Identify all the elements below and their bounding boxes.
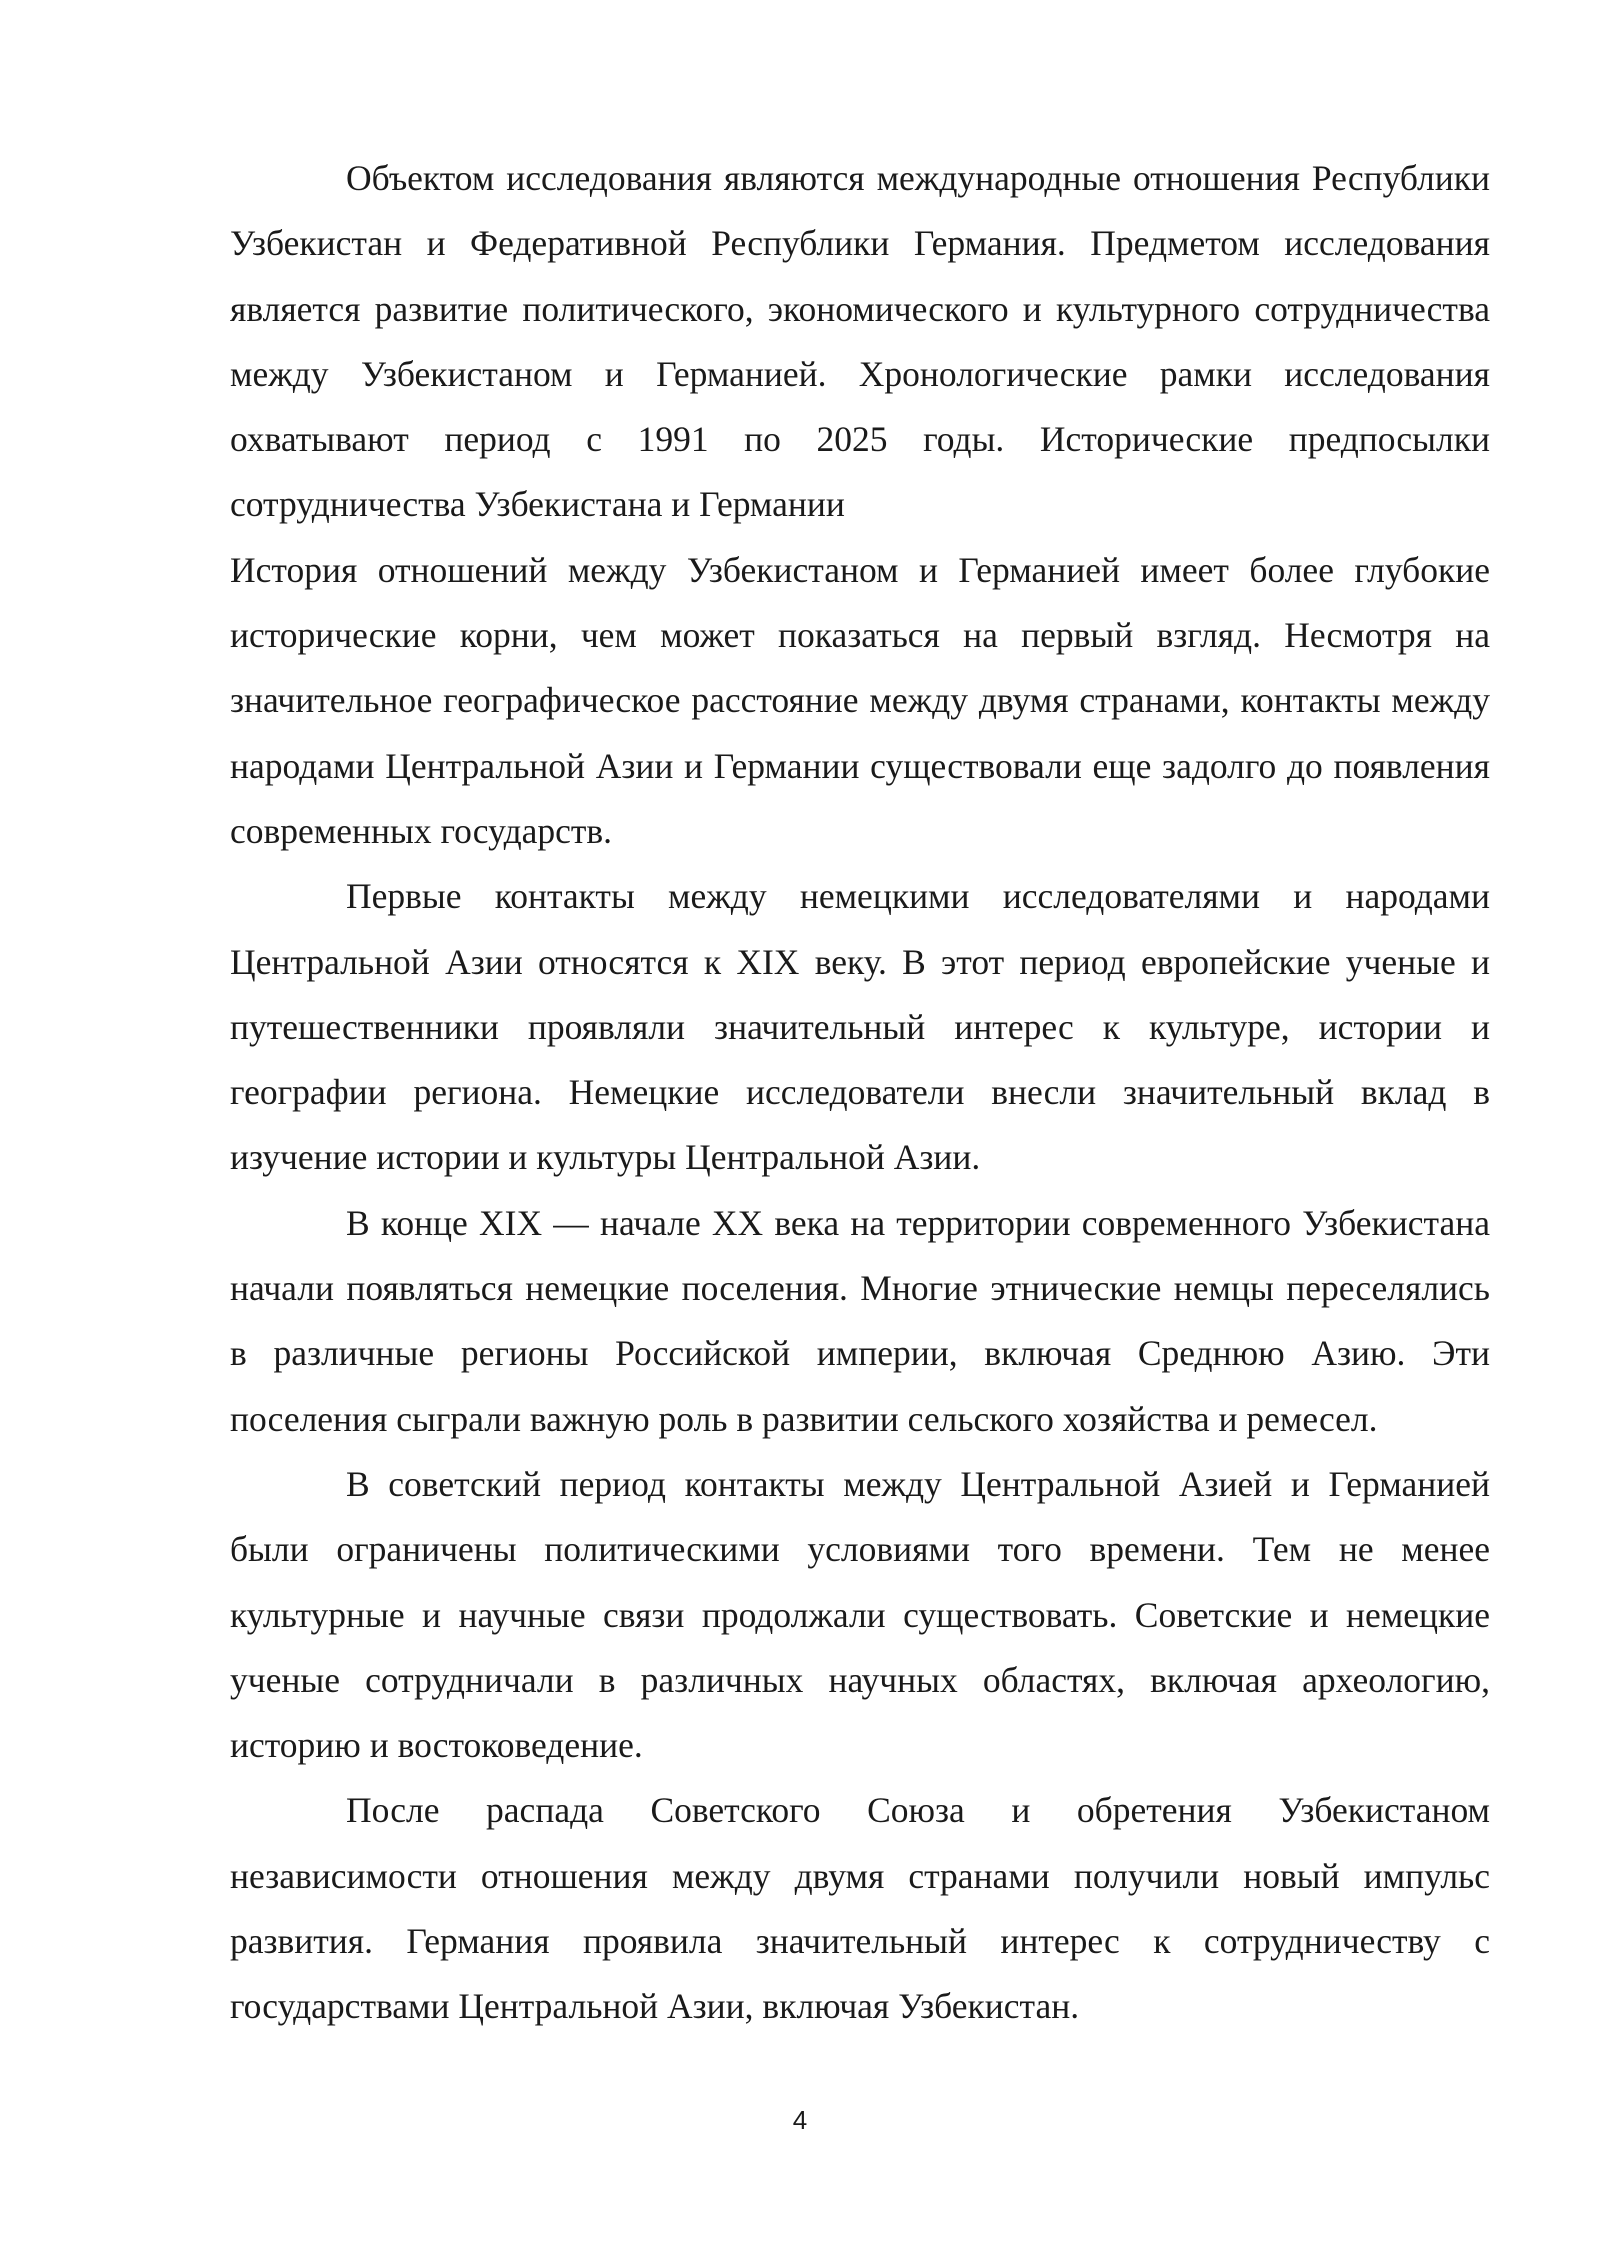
paragraph-history-of-relations: История отношений между Узбекистаном и Германией имеет более глубокие исторические корни, чем может показаться на первый взгляд. Несмотря на значительное географическое расстояние между двумя странами, контакты между народами Центральной Азии и Германии существовали еще задолго до появления современных государств. [230,549,1490,851]
paragraph-first-contacts: Первые контакты между немецкими исследователями и народами Центральной Азии относятся к XIX веку. В этот период европейские ученые и путешественники проявляли значительный интерес к культуре, истории и географии региона. Немецкие исследователи внесли значительный вклад в изучение истории и культуры Центральной Азии. [230,876,1490,1178]
paragraph-research-object: Объектом исследования являются международные отношения Республики Узбекистан и Федеративной Республики Германия. Предметом исследования является развитие политического, экономического и культурного сотрудничества между Узбекистаном и Германией. Хронологические рамки исследования охватывают период с 1991 по 2025 годы. Исторические предпосылки сотрудничества Узбекистана и Германии [230,158,1490,525]
paragraph-soviet-period: В советский период контакты между Центральной Азией и Германией были ограничены политическими условиями того времени. Тем не менее культурные и научные связи продолжали существовать. Советские и немецкие ученые сотрудничали в различных научных областях, включая археологию, историю и востоковедение. [230,1463,1490,1766]
paragraph-after-independence: После распада Советского Союза и обретения Узбекистаном независимости отношения между двумя странами получили новый импульс развития. Германия проявила значительный интерес к сотрудничеству с государствами Центральной Азии, включая Узбекистан. [230,1790,1490,2027]
page-number: 4 [792,2105,808,2135]
paragraph-german-settlements: В конце XIX — начале XX века на территории современного Узбекистана начали появляться немецкие поселения. Многие этнические немцы переселялись в различные регионы Российской империи, включая Среднюю Азию. Эти поселения сыграли важную роль в развитии сельского хозяйства и ремесел. [230,1202,1490,1439]
document-body [230,146,1490,2040]
